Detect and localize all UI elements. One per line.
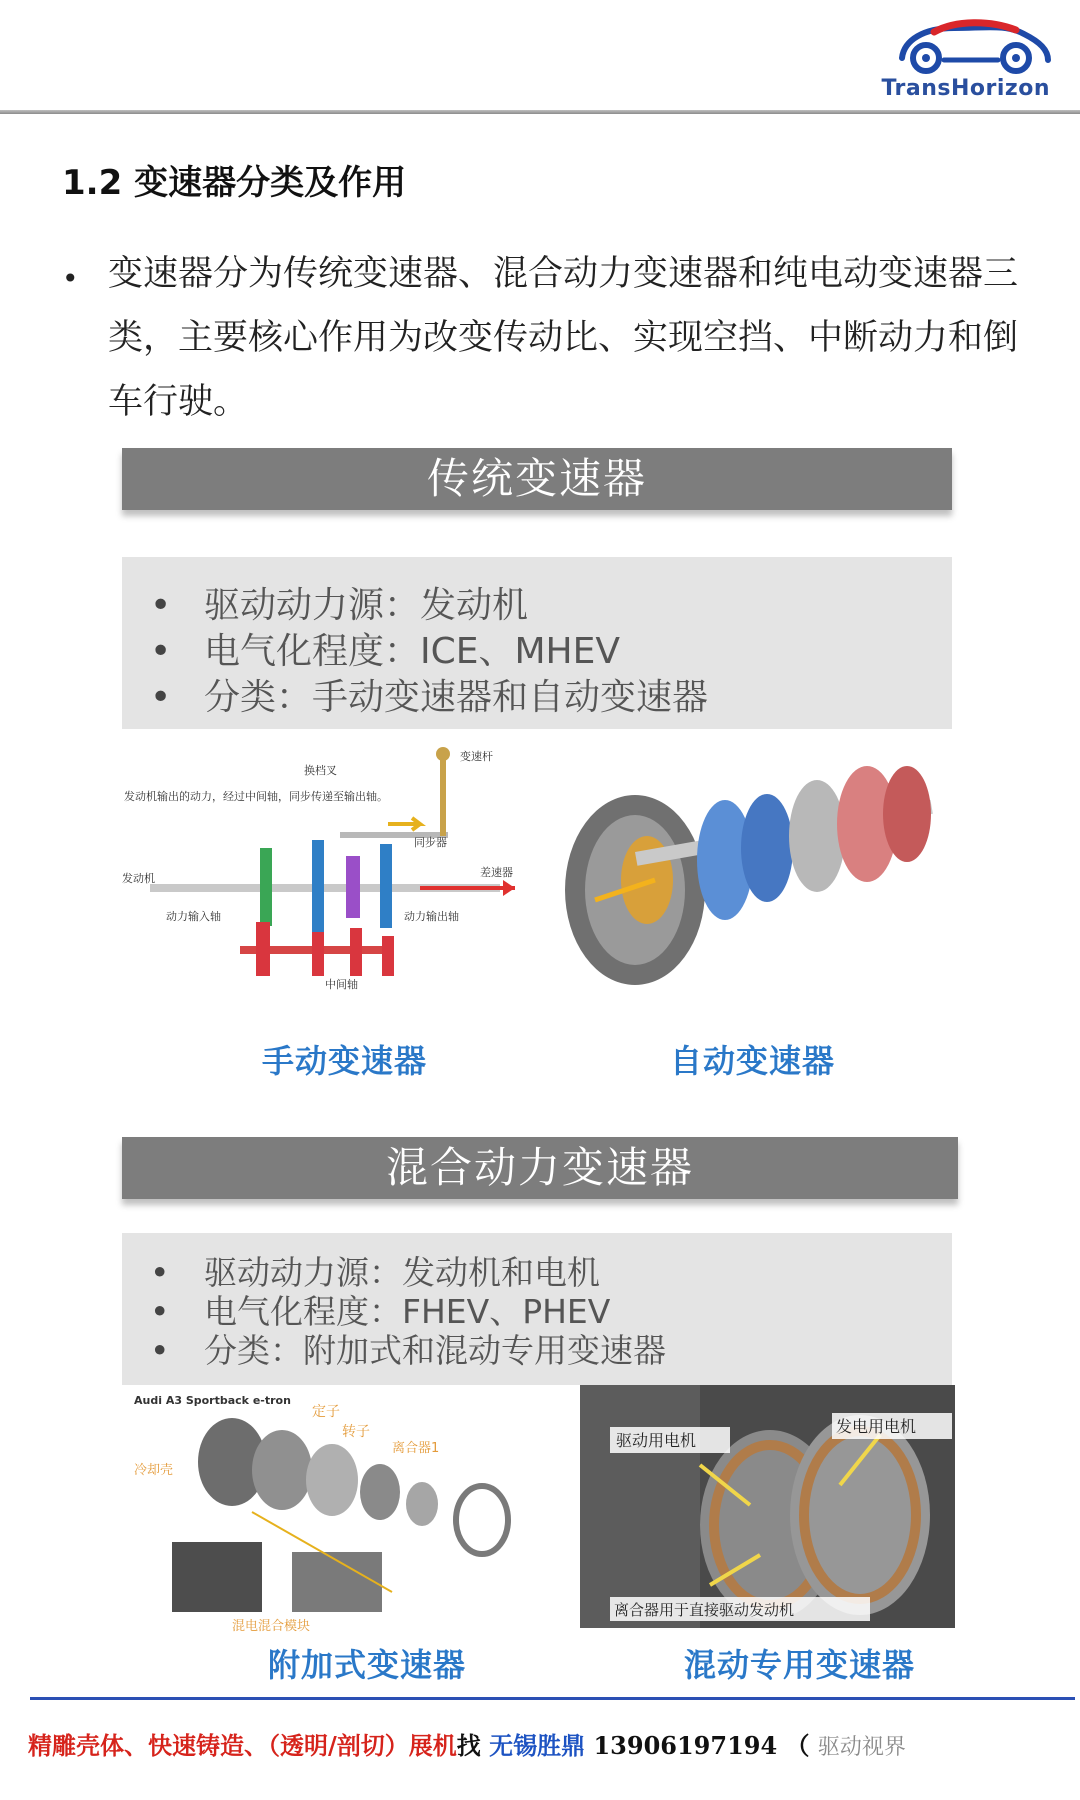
traditional-info-box [122, 557, 952, 729]
footer-divider [30, 1697, 1075, 1700]
footer-services: 精雕壳体、快速铸造、（透明/剖切）展机 [28, 1731, 457, 1760]
list-item: • 电气化程度：FHEV、PHEV [122, 1292, 952, 1331]
footer-phone: 13906197194 [593, 1731, 778, 1760]
transhorizon-logo [881, 14, 1054, 106]
drive-motor-label: 驱动用电机 [616, 1431, 697, 1450]
manual-transmission-diagram [120, 736, 540, 991]
synchronizer-label: 同步器 [414, 836, 447, 849]
footer-company: 无锡胜鼎 [489, 1731, 586, 1760]
traditional-banner [122, 448, 952, 510]
cooling-housing-label: 冷却壳 [134, 1463, 174, 1478]
hybrid-module-label: 混电混合模块 [232, 1619, 311, 1634]
intro-paragraph: 变速器分为传统变速器、混合动力变速器和纯电动变速器三类，主要核心作用为改变传动比、实现空挡、中断动力和倒车行驶。 [108, 254, 1019, 422]
dedicated-transmission-image [580, 1385, 955, 1628]
clutch-direct-drive-label: 离合器用于直接驱动发动机 [614, 1601, 795, 1619]
footer-watermark: 驱动视界 [817, 1735, 906, 1760]
rotor-label: 转子 [342, 1424, 370, 1440]
traditional-banner-title: 传统变速器 [426, 454, 647, 503]
automatic-transmission-caption: 自动变速器 [670, 1042, 836, 1080]
manual-transmission-caption: 手动变速器 [262, 1042, 428, 1080]
addon-transmission-caption: 附加式变速器 [268, 1646, 467, 1684]
clutch-label: 离合器1 [392, 1441, 440, 1456]
engine-label: 发动机 [122, 872, 155, 885]
differential-label: 差速器 [480, 866, 513, 879]
fork-label: 换档叉 [304, 764, 337, 777]
section-title: 1.2 变速器分类及作用 [62, 163, 407, 203]
lever-label: 变速杆 [460, 750, 493, 763]
output-shaft-label: 动力输出轴 [404, 910, 459, 923]
dedicated-transmission-caption: 混动专用变速器 [684, 1646, 916, 1684]
traditional-bullet-list [122, 557, 952, 721]
car-swirl-logo-icon [894, 14, 1054, 78]
header-divider [0, 110, 1080, 114]
input-shaft-label: 动力输入轴 [166, 910, 221, 923]
list-item: • 驱动动力源：发动机和电机 [122, 1253, 952, 1292]
hybrid-banner-title: 混合动力变速器 [385, 1143, 694, 1192]
list-item: • 分类：手动变速器和自动变速器 [122, 675, 952, 721]
addon-header-label: Audi A3 Sportback e-tron [134, 1394, 291, 1407]
generator-motor-label: 发电用电机 [836, 1417, 917, 1436]
hybrid-bullet-list [122, 1233, 952, 1370]
list-item: • 驱动动力源：发动机 [122, 583, 952, 629]
addon-transmission-image [132, 1392, 562, 1642]
manual-note-label: 发动机输出的动力，经过中间轴，同步传递至输出轴。 [124, 790, 388, 803]
automatic-transmission-image [555, 740, 960, 995]
intro-bullet: • [62, 262, 79, 295]
list-item: • 分类：附加式和混动专用变速器 [122, 1331, 952, 1370]
hybrid-info-box [122, 1233, 952, 1385]
countershaft-label: 中间轴 [325, 978, 358, 991]
footer-find: 找 [456, 1731, 481, 1760]
stator-label: 定子 [312, 1404, 340, 1420]
footer-paren: （ [785, 1731, 810, 1760]
footer-ad [28, 1726, 1073, 1761]
hybrid-banner [122, 1137, 958, 1199]
list-item: • 电气化程度：ICE、MHEV [122, 629, 952, 675]
logo-text: TransHorizon [881, 76, 1050, 101]
